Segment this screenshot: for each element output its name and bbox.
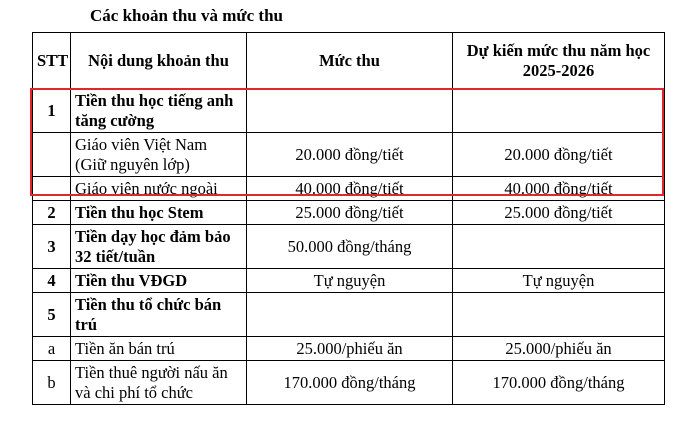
document-title: Các khoản thu và mức thu	[90, 6, 283, 25]
header-content: Nội dung khoản thu	[71, 33, 247, 89]
table-row	[33, 201, 665, 225]
row-expected-fee: 25.000/phiếu ăn	[453, 337, 665, 361]
table-row	[33, 133, 665, 177]
table-row	[33, 269, 665, 293]
row-name: Tiền thu tổ chức bán trú	[71, 293, 247, 337]
row-name: Tiền ăn bán trú	[71, 337, 247, 361]
row-fee	[247, 89, 453, 133]
table-row	[33, 293, 665, 337]
row-fee: Tự nguyện	[247, 269, 453, 293]
row-name: Tiền thu VĐGD	[71, 269, 247, 293]
row-stt: 2	[33, 201, 71, 225]
table-header-row	[33, 33, 665, 89]
header-fee: Mức thu	[247, 33, 453, 89]
row-stt: 3	[33, 225, 71, 269]
row-expected-fee: 20.000 đồng/tiết	[453, 133, 665, 177]
row-fee: 170.000 đồng/tháng	[247, 361, 453, 405]
table-row	[33, 361, 665, 405]
table-row	[33, 225, 665, 269]
row-stt: b	[33, 361, 71, 405]
row-stt: 5	[33, 293, 71, 337]
row-expected-fee: 170.000 đồng/tháng	[453, 361, 665, 405]
header-expected-fee: Dự kiến mức thu năm học 2025-2026	[453, 33, 665, 89]
row-stt	[33, 133, 71, 177]
row-fee	[247, 293, 453, 337]
row-expected-fee: 40.000 đồng/tiết	[453, 177, 665, 201]
row-name: Tiền dạy học đảm bảo 32 tiết/tuần	[71, 225, 247, 269]
row-name: Giáo viên Việt Nam (Giữ nguyên lớp)	[71, 133, 247, 177]
row-fee: 40.000 đồng/tiết	[247, 177, 453, 201]
row-expected-fee: Tự nguyện	[453, 269, 665, 293]
row-fee: 20.000 đồng/tiết	[247, 133, 453, 177]
row-name: Tiền thuê người nấu ăn và chi phí tổ chức	[71, 361, 247, 405]
row-fee: 25.000/phiếu ăn	[247, 337, 453, 361]
row-stt: 4	[33, 269, 71, 293]
fee-table	[32, 32, 665, 405]
row-name: Giáo viên nước ngoài	[71, 177, 247, 201]
table-row	[33, 89, 665, 133]
row-fee: 25.000 đồng/tiết	[247, 201, 453, 225]
row-name: Tiền thu học Stem	[71, 201, 247, 225]
row-stt	[33, 177, 71, 201]
row-stt: a	[33, 337, 71, 361]
row-fee: 50.000 đồng/tháng	[247, 225, 453, 269]
row-expected-fee	[453, 89, 665, 133]
table-row	[33, 177, 665, 201]
header-stt: STT	[33, 33, 71, 89]
row-expected-fee	[453, 293, 665, 337]
table-row	[33, 337, 665, 361]
row-expected-fee: 25.000 đồng/tiết	[453, 201, 665, 225]
row-stt: 1	[33, 89, 71, 133]
row-expected-fee	[453, 225, 665, 269]
row-name: Tiền thu học tiếng anh tăng cường	[71, 89, 247, 133]
